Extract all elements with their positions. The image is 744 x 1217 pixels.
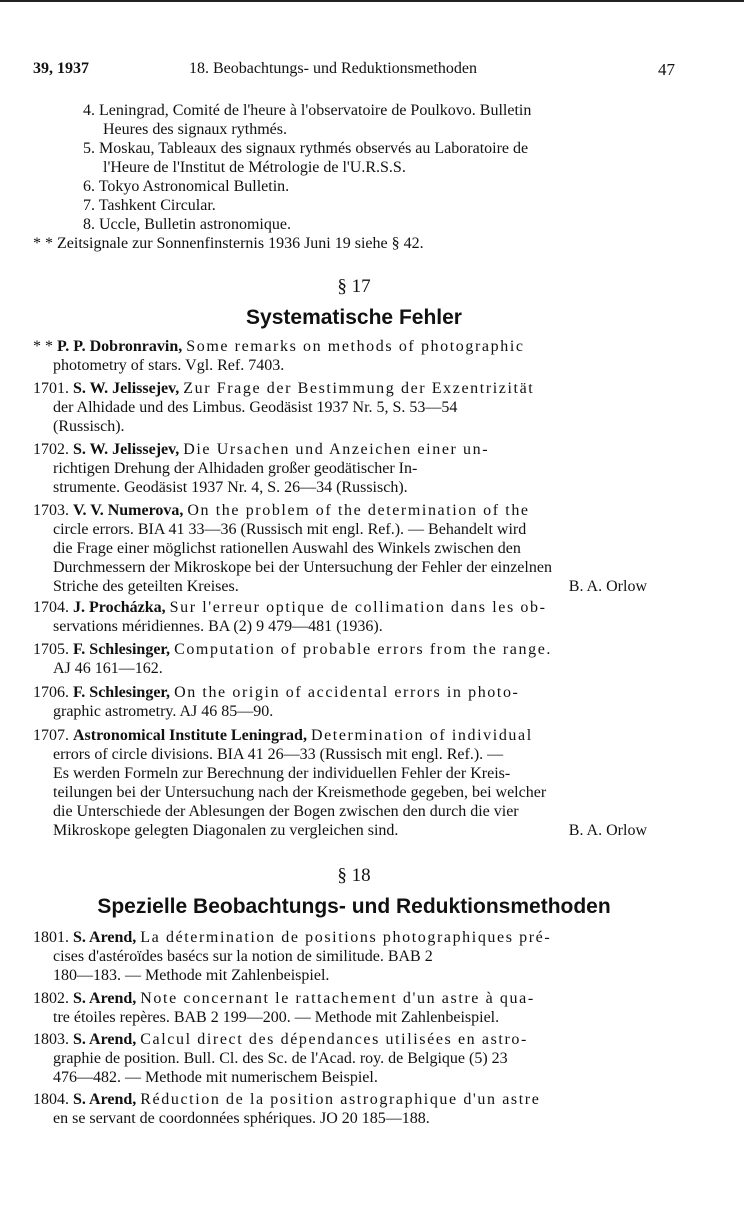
entry-1801 xyxy=(33,928,675,985)
entry-number: 1802. xyxy=(33,990,69,1007)
list-item: 5. Moskau, Tableaux des signaux rythmés observés au Laboratoire de xyxy=(83,140,529,157)
cross-reference-note: * * Zeitsignale zur Sonnenfinsternis 1936 Juni 19 siehe § 42. xyxy=(33,235,424,252)
entry-1703 xyxy=(33,501,675,596)
entry-author: J. Procházka, xyxy=(73,599,166,616)
entry-line: graphic astrometry. AJ 46 85—90. xyxy=(53,703,274,720)
entry-author: S. Arend, xyxy=(73,1031,137,1048)
running-title: 18. Beobachtungs- und Reduktionsmethoden xyxy=(189,60,477,77)
entry-number: 1803. xyxy=(33,1031,69,1048)
entry-title: Note concernant le rattachement d'un astre à qua- xyxy=(140,990,535,1007)
entry-number: 1701. xyxy=(33,380,69,397)
page-number: 47 xyxy=(658,60,675,79)
reviewer: B. A. Orlow xyxy=(568,578,647,595)
entry-line: tre étoiles repères. BAB 2 199—200. — Methode mit Zahlenbeispiel. xyxy=(53,1009,500,1026)
entry-author: P. P. Dobronravin, xyxy=(57,338,183,355)
observatory-list xyxy=(33,101,675,253)
list-item: 8. Uccle, Bulletin astronomique. xyxy=(83,216,291,233)
entry-1702 xyxy=(33,440,675,497)
entry-line: 476—482. — Methode mit numerischem Beispiel. xyxy=(53,1069,378,1086)
entry-number: 1707. xyxy=(33,727,69,744)
entry-author: S. W. Jelissejev, xyxy=(73,441,180,458)
entry-line: AJ 46 161—162. xyxy=(53,660,163,677)
entry-number: * * xyxy=(33,338,53,355)
entry-author: S. W. Jelissejev, xyxy=(73,380,180,397)
entry-author: F. Schlesinger, xyxy=(73,641,171,658)
entry-title: Zur Frage der Bestimmung der Exzentrizität xyxy=(183,380,535,397)
entry-line: cises d'astéroïdes basécs sur la notion de similitude. BAB 2 xyxy=(53,948,433,965)
entry-line: en se servant de coordonnées sphériques. JO 20 185—188. xyxy=(53,1110,430,1127)
running-header xyxy=(33,60,675,82)
entry-number: 1704. xyxy=(33,599,69,616)
section-18-sign: § 18 xyxy=(337,865,371,886)
list-item: 7. Tashkent Circular. xyxy=(83,197,216,214)
entry-title: Calcul direct des dépendances utilisées en astro- xyxy=(140,1031,528,1048)
entry-author: S. Arend, xyxy=(73,1091,137,1108)
entry-line: Striche des geteilten Kreises. xyxy=(53,578,239,595)
reviewer: B. A. Orlow xyxy=(568,822,647,839)
entry-1705 xyxy=(33,640,675,678)
entry-1802 xyxy=(33,989,675,1027)
entry-number: 1801. xyxy=(33,929,69,946)
entry-title: On the problem of the determination of the xyxy=(187,502,530,519)
entry-number: 1706. xyxy=(33,684,69,701)
list-item-cont: Heures des signaux rythmés. xyxy=(103,121,287,138)
entry-1704 xyxy=(33,598,675,636)
section-17-sign: § 17 xyxy=(337,276,371,297)
entry-line: die Frage einer möglichst rationellen Auswahl des Winkels zwischen den xyxy=(53,540,521,557)
entry-1804 xyxy=(33,1090,675,1128)
entry-line: photometry of stars. Vgl. Ref. 7403. xyxy=(53,357,285,374)
entry-line: Durchmessern der Mikroskope bei der Untersuchung der Fehler der einzelnen xyxy=(53,559,552,576)
list-item: 4. Leningrad, Comité de l'heure à l'observatoire de Poulkovo. Bulletin xyxy=(83,102,532,119)
entry-line: graphie de position. Bull. Cl. des Sc. de l'Acad. roy. de Belgique (5) 23 xyxy=(53,1050,508,1067)
entry-1803 xyxy=(33,1030,675,1087)
entry-author: S. Arend, xyxy=(73,929,137,946)
entry-line: die Unterschiede der Ablesungen der Bogen zwischen den durch die vier xyxy=(53,803,519,820)
list-item-cont: l'Heure de l'Institut de Métrologie de l'U.R.S.S. xyxy=(103,159,406,176)
entry-dobronravin xyxy=(33,337,675,375)
entry-title: On the origin of accidental errors in photo- xyxy=(174,684,520,701)
section-18-title: Spezielle Beobachtungs- und Reduktionsmethoden xyxy=(97,895,611,918)
top-rule xyxy=(0,0,744,2)
entry-title: Die Ursachen und Anzeichen einer un- xyxy=(183,441,490,458)
volume-year: 39, 1937 xyxy=(33,60,89,77)
entry-line: Mikroskope gelegten Diagonalen zu vergleichen sind. xyxy=(53,822,399,839)
entry-number: 1705. xyxy=(33,641,69,658)
entry-1701 xyxy=(33,379,675,436)
entry-line: teilungen bei der Untersuchung nach der Kreismethode gegeben, bei welcher xyxy=(53,784,547,801)
entry-line: servations méridiennes. BA (2) 9 479—481 (1936). xyxy=(53,618,383,635)
entry-1706 xyxy=(33,683,675,721)
entry-line: 180—183. — Methode mit Zahlenbeispiel. xyxy=(53,967,330,984)
entry-title: Réduction de la position astrographique d'un astre xyxy=(140,1091,541,1108)
entry-line: strumente. Geodäsist 1937 Nr. 4, S. 26—34 (Russisch). xyxy=(53,479,408,496)
entry-1707 xyxy=(33,726,675,840)
list-item: 6. Tokyo Astronomical Bulletin. xyxy=(83,178,290,195)
entry-line: richtigen Drehung der Alhidaden großer geodätischer In- xyxy=(53,460,418,477)
entry-line: Es werden Formeln zur Berechnung der individuellen Fehler der Kreis- xyxy=(53,765,511,782)
entry-line: circle errors. BIA 41 33—36 (Russisch mit engl. Ref.). — Behandelt wird xyxy=(53,521,527,538)
entry-title: Computation of probable errors from the range. xyxy=(174,641,553,658)
entry-author: Astronomical Institute Leningrad, xyxy=(73,727,307,744)
entry-number: 1702. xyxy=(33,441,69,458)
entry-author: V. V. Numerova, xyxy=(73,502,184,519)
entry-number: 1703. xyxy=(33,502,69,519)
section-17-title: Systematische Fehler xyxy=(246,306,462,329)
entry-line: errors of circle divisions. BIA 41 26—33 (Russisch mit engl. Ref.). — xyxy=(53,746,504,763)
entry-line: (Russisch). xyxy=(53,418,125,435)
entry-title: La détermination de positions photographiques pré- xyxy=(140,929,552,946)
entry-author: F. Schlesinger, xyxy=(73,684,171,701)
entry-author: S. Arend, xyxy=(73,990,137,1007)
entry-line: der Alhidade und des Limbus. Geodäsist 1937 Nr. 5, S. 53—54 xyxy=(53,399,458,416)
entry-title: Sur l'erreur optique de collimation dans les ob- xyxy=(169,599,547,616)
entry-number: 1804. xyxy=(33,1091,69,1108)
entry-title: Determination of individual xyxy=(310,727,533,744)
entry-title: Some remarks on methods of photographic xyxy=(186,338,525,355)
